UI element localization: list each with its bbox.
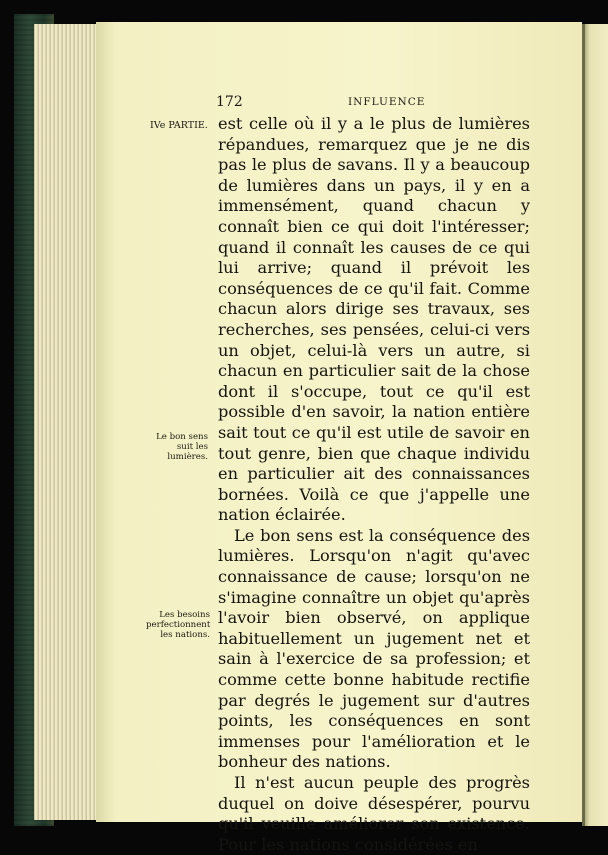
margin-note-besoins: Les besoins perfectionnent les nations. bbox=[146, 610, 211, 640]
facing-page-edge bbox=[582, 24, 608, 826]
paragraph-1: est celle où il y a le plus de lumières répandues, remarquez que je ne dis pas le plus de savans. Il y a beaucoup de lumières dans un pays, il y en a immensément, quand chacun y connaît bien ce qui doit l'intéresser; quand il connaît les causes de ce qui lui arrive; quand il prévoit les conséquences de ce qu'il fait. Comme chacun alors dirige ses travaux, ses recherches, ses pensées, celui-ci vers un objet, celui-là vers un autre, si chacun en particulier sait de la chose dont il s'occupe, tout ce qu'il est possible d'en savoir, la nation entière sait tout ce qu'il est utile de savoir en tout genre, bien que chaque individu en particulier ait des connaissances bornées. Voilà ce que j'appelle une nation éclairée. bbox=[218, 114, 530, 525]
body-text bbox=[218, 114, 530, 855]
paragraph-3: Il n'est aucun peuple des progrès duquel on doive désespérer, pourvu qu'il veuille améliorer son existence. Pour les nations considérées en bbox=[218, 773, 530, 854]
page-edges bbox=[34, 24, 98, 820]
paragraph-2: Le bon sens est la conséquence des lumières. Lorsqu'on n'agit qu'avec connaissance de cause; lorsqu'on ne s'imagine connaître un objet qu'après l'avoir bien observé, on applique habituellement un jugement net et sain à l'exercice de sa profession; et comme cette bonne habitude rectifie par degrés le jugement sur d'autres points, les conséquences en sont immenses pour l'amélioration et le bonheur des nations. bbox=[218, 525, 530, 772]
margin-note-part: IVe PARTIE. bbox=[150, 120, 208, 131]
page-number: 172 bbox=[216, 94, 243, 110]
running-title: INFLUENCE bbox=[348, 96, 426, 108]
margin-note-bon-sens: Le bon sens suit les lumières. bbox=[156, 432, 208, 462]
